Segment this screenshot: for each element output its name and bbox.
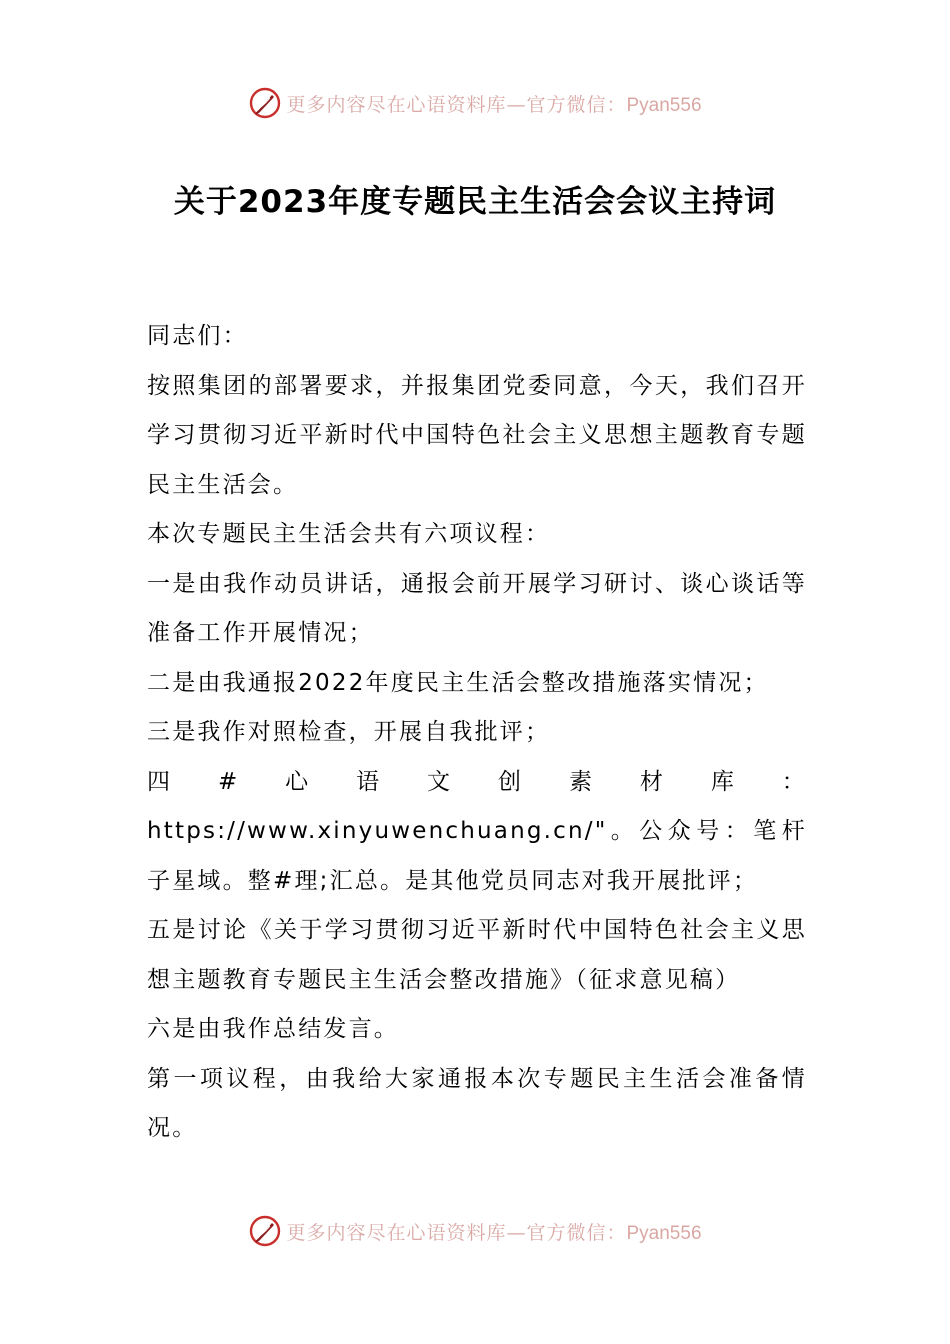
agenda-intro-paragraph: 本次专题民主生活会共有六项议程：	[147, 521, 551, 547]
watermark-text: 更多内容尽在心语资料库—官方微信：Pyan556	[286, 93, 702, 116]
intro-paragraph: 按照集团的部署要求，并报集团党委同意，今天，我们召开学习贯彻习近平新时代中国特色社会主义思想主题教育专题民主生活会。	[147, 372, 807, 498]
agenda-item-4: 四#心语文创素材库：https://www.xinyuwenchuang.cn/"。公众号：笔杆子星域。整#理;汇总。是其他党员同志对我开展批评；	[147, 768, 807, 894]
quill-pen-icon	[248, 1214, 282, 1248]
watermark-wechat-id: Pyan556	[626, 94, 702, 116]
header-watermark	[0, 83, 950, 123]
agenda-item-1: 一是由我作动员讲话，通报会前开展学习研讨、谈心谈话等准备工作开展情况；	[147, 570, 807, 646]
document-body	[147, 312, 807, 1154]
agenda-item-6: 六是由我作总结发言。	[147, 1016, 399, 1042]
document-title: 关于2023年度专题民主生活会会议主持词	[173, 184, 777, 220]
first-agenda-paragraph: 第一项议程，由我给大家通报本次专题民主生活会准备情况。	[147, 1065, 807, 1141]
quill-pen-icon	[248, 86, 282, 120]
footer-watermark	[0, 1211, 950, 1251]
salutation-paragraph: 同志们：	[147, 323, 248, 349]
agenda-item-3: 三是我作对照检查，开展自我批评；	[147, 719, 551, 745]
agenda-item-5: 五是讨论《关于学习贯彻习近平新时代中国特色社会主义思想主题教育专题民主生活会整改措施》（征求意见稿）	[147, 917, 807, 993]
watermark-wechat-id: Pyan556	[626, 1222, 702, 1244]
agenda-item-2: 二是由我通报2022年度民主生活会整改措施落实情况；	[147, 669, 769, 696]
watermark-text: 更多内容尽在心语资料库—官方微信：Pyan556	[286, 1221, 702, 1244]
